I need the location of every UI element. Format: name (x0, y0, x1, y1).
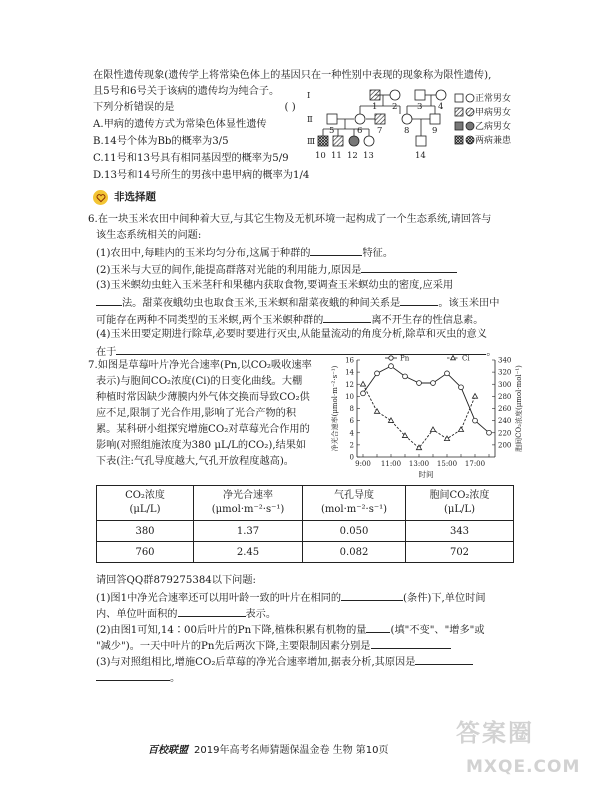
data-point-Ci (374, 409, 379, 414)
q7-line-6: 影响(对照组施浓度为380 μL/L的CO₂),结果如 (96, 440, 307, 451)
data-table (96, 485, 514, 563)
legend-normal: 正常男女 (475, 94, 512, 104)
y2-tick-label: 220 (498, 429, 512, 438)
data-point-Pn (361, 391, 366, 396)
data-point-Pn (473, 418, 478, 423)
q7-sub-4: "减少")。一天中叶片的Pn先后两次下降,主要限制因素分别是 (96, 637, 451, 654)
pedigree-ind-6 (355, 114, 365, 124)
section-heading (93, 190, 156, 205)
pedigree-ind-1 (370, 90, 380, 100)
pedigree-ind-5 (327, 114, 337, 124)
q6-line-2: 该生态系统相关的问题: (96, 230, 202, 241)
label-14: 14 (415, 151, 426, 161)
pedigree-ind-2 (390, 90, 400, 100)
label-11: 11 (331, 151, 342, 161)
answer-blank[interactable] (341, 589, 403, 601)
q7-line-2: 表示)与胞间CO₂浓度(Ci)的日变化曲线。大棚 (96, 376, 303, 387)
label-3: 3 (417, 102, 423, 112)
legend-label-ci: Ci (462, 354, 470, 363)
y-tick-label: 10 (345, 392, 354, 401)
answer-paren: ( ) (284, 102, 296, 113)
col-header-gs: 气孔导度 (mol·m⁻²·s⁻¹) (303, 486, 406, 521)
q7-line-4: 应不足,限制了光合作用,影响了光合产物的积 (96, 408, 297, 419)
answer-blank[interactable] (323, 311, 371, 323)
x-tick-label: 9:00 (355, 460, 371, 468)
q5-line-1: 在限性遗传现象(遗传学上将常染色体上的基因只在一种性别中表现的现象称为限性遗传), (93, 70, 492, 81)
q6-line-3: (1)农田中,每畦内的玉米均匀分布,这属于种群的 特征。 (96, 244, 393, 261)
data-point-Pn (459, 385, 464, 390)
pedigree-ind-8 (402, 114, 412, 124)
page-footer (148, 743, 389, 758)
q7-line-7: 下表(注:气孔导度越大,气孔开放程度越高)。 (96, 456, 294, 467)
option-a: A.甲病的遗传方式为常染色体显性遗传 (93, 119, 267, 130)
watermark-logo: 答案圈 (456, 719, 534, 747)
q6-line-4: (2)玉米与大豆的间作,能提高群落对光能的利用能力,原因是 (96, 261, 457, 278)
table-cell: 0.082 (303, 542, 406, 563)
pedigree-ind-4 (436, 90, 446, 100)
gen-label-2: Ⅱ (307, 115, 313, 125)
table-cell: 0.050 (303, 521, 406, 542)
legend-label-pn: Pn (400, 354, 410, 363)
q7-sub-2: 内、单位叶面积的 表示。 (96, 605, 276, 622)
y-tick-label: 6 (349, 417, 354, 426)
series-line-Ci (363, 384, 475, 448)
answer-blank[interactable] (361, 261, 457, 273)
footer-text: 2019年高考名师猜题保温金卷 生物 第10页 (194, 745, 389, 756)
option-b: B.14号个体为Bb的概率为3/5 (93, 136, 229, 147)
x-tick-label: 15:00 (436, 460, 458, 468)
answer-blank[interactable] (371, 637, 451, 649)
label-4: 4 (438, 102, 444, 112)
table-row (97, 521, 514, 542)
q6-line-5: (3)玉米螟幼虫蛀入玉米茎秆和果穗内获取食物,要调查玉米螟幼虫的密度,应采用 (96, 280, 454, 291)
q6-line-8: (4)玉米田要定期进行除草,必要时要进行灭虫,从能量流动的角度分析,除草和灭虫的意义 (96, 329, 487, 340)
legend-both: 两病兼患 (475, 136, 512, 146)
data-point-Pn (375, 371, 380, 376)
pedigree-ind-14 (416, 136, 426, 146)
label-10: 10 (315, 151, 326, 161)
pedigree-ind-9 (430, 114, 440, 124)
q7-line-3: 种植时常因缺少薄膜内外气体交换而导致CO₂供 (96, 392, 310, 403)
y-tick-label: 8 (349, 405, 354, 413)
series-line-Pn (363, 366, 489, 433)
table-cell: 343 (406, 521, 514, 542)
y-tick-label: 16 (345, 356, 354, 365)
q7-sub-6: 。 (96, 669, 180, 686)
data-point-Pn (431, 381, 436, 386)
answer-blank[interactable] (366, 621, 390, 633)
option-c: C.11号和13号具有相同基因型的概率为5/9 (93, 153, 289, 164)
q7-sub-3: (2)由图1可知,14∶00后叶片的Pn下降,植株积累有机物的量 (填"不变"、"增多"或 (96, 621, 485, 638)
data-point-Ci (388, 418, 393, 423)
q7-line-1: 7.如图是草莓叶片净光合速率(Pn,以CO₂吸收速率 (88, 360, 312, 371)
label-7: 7 (377, 126, 383, 136)
data-point-Pn (417, 381, 422, 386)
data-point-Ci (444, 436, 449, 441)
table-cell: 702 (406, 542, 514, 563)
q5-line-3 (93, 100, 296, 115)
x-tick-label: 13:00 (408, 460, 430, 468)
table-header-row (97, 486, 514, 521)
table-cell: 2.45 (194, 542, 303, 563)
pedigree-ind-12 (349, 136, 359, 146)
q7-sub-1: (1)图1中净光合速率还可以用叶龄一致的叶片在相同的 (条件)下,单位时间 (96, 589, 486, 606)
pn-ci-chart (325, 352, 525, 482)
y2-tick-label: 240 (498, 417, 512, 426)
legend-disease-b: 乙病男女 (475, 122, 512, 132)
option-d: D.13号和14号所生的男孩中患甲病的概率为1/4 (93, 170, 310, 181)
y2-tick-label: 300 (498, 380, 512, 389)
table-row (97, 542, 514, 563)
heart-icon (93, 190, 108, 205)
pedigree-ind-3 (415, 90, 425, 100)
section-title: 非选择题 (114, 191, 156, 203)
data-point-Ci (458, 427, 463, 432)
answer-blank[interactable] (310, 244, 362, 256)
data-point-Ci (472, 394, 477, 399)
q6-line-9: 在于 。 (96, 343, 497, 360)
q7-line-5: 累。某科研小组探究增施CO₂对草莓光合作用的 (96, 424, 310, 435)
q7-sub-5: (3)与对照组相比,增施CO₂后草莓的净光合速率增加,据表分析,其原因是 (96, 653, 473, 670)
x-tick-label: 17:00 (464, 460, 486, 468)
answer-blank[interactable] (415, 653, 473, 665)
y2-tick-label: 280 (498, 392, 512, 401)
table-cell: 760 (97, 542, 194, 563)
label-2: 2 (392, 102, 398, 112)
data-point-Ci (360, 381, 365, 386)
col-header-co2: CO₂浓度 (μL/L) (97, 486, 194, 521)
q7-ask: 请回答QQ群879275384以下问题: (96, 575, 256, 586)
pedigree-ind-7 (375, 114, 385, 124)
brand-logo: 百校联盟 (148, 745, 188, 756)
answer-blank[interactable] (400, 294, 438, 306)
y2-tick-label: 260 (498, 405, 512, 413)
label-13: 13 (363, 151, 374, 161)
col-header-pn: 净光合速率 (μmol·m⁻²·s⁻¹) (194, 486, 303, 521)
label-5: 5 (329, 126, 335, 136)
label-1: 1 (372, 102, 378, 112)
answer-blank[interactable] (178, 605, 246, 617)
y-axis-label: 净光合速率(μmol·m⁻²·s⁻¹) (331, 365, 339, 452)
y-tick-label: 4 (349, 429, 354, 438)
y-tick-label: 2 (349, 441, 354, 450)
gen-label-3: Ⅲ (307, 137, 316, 147)
q6-line-7: 可能存在两种不同类型的玉米螟,两个玉米螟种群的 离不开生存的性信息素。 (96, 311, 483, 328)
y2-tick-label: 320 (498, 368, 512, 377)
x-axis-label: 时间 (418, 470, 434, 479)
table-cell: 1.37 (194, 521, 303, 542)
q6-line-1: 6.在一块玉米农田中间种着大豆,与其它生物及无机环境一起构成了一个生态系统,请回答与 (88, 214, 492, 225)
y-tick-label: 14 (345, 368, 354, 377)
data-point-Ci (430, 427, 435, 432)
data-point-Pn (389, 364, 394, 369)
data-point-Pn (487, 430, 492, 435)
y-tick-label: 0 (349, 453, 354, 462)
y2-tick-label: 200 (498, 441, 512, 450)
q5-line-2: 且5号和6号关于该病的遗传均为纯合子。 (93, 86, 280, 97)
y2-tick-label: 340 (498, 356, 512, 365)
label-9: 9 (432, 126, 438, 136)
pedigree-ind-10 (318, 136, 328, 146)
label-6: 6 (357, 126, 363, 136)
col-header-ci: 胞间CO₂浓度 (μL/L) (406, 486, 514, 521)
y-tick-label: 12 (345, 380, 354, 389)
legend-disease-a: 甲病男女 (475, 108, 512, 118)
legend-marker-pn (389, 356, 393, 360)
watermark-url: MXQE.COM (466, 757, 581, 777)
q5-stem: 下列分析错误的是 (93, 102, 175, 113)
data-point-Pn (403, 374, 408, 379)
data-point-Pn (445, 371, 450, 376)
answer-blank[interactable] (96, 294, 122, 306)
x-tick-label: 11:00 (380, 460, 402, 468)
answer-blank[interactable] (96, 669, 170, 681)
gen-label-1: Ⅰ (307, 91, 311, 101)
table-cell: 380 (97, 521, 194, 542)
y2-axis-label: 胞间CO₂浓度(μmol·mol⁻¹) (515, 365, 523, 452)
pedigree-ind-13 (364, 136, 374, 146)
label-8: 8 (404, 126, 410, 136)
label-12: 12 (347, 151, 358, 161)
q6-line-6: 法。甜菜夜蛾幼虫也取食玉米,玉米螟和甜菜夜蛾的种间关系是 。该玉米田中 (96, 294, 499, 311)
pedigree-ind-11 (333, 136, 343, 146)
